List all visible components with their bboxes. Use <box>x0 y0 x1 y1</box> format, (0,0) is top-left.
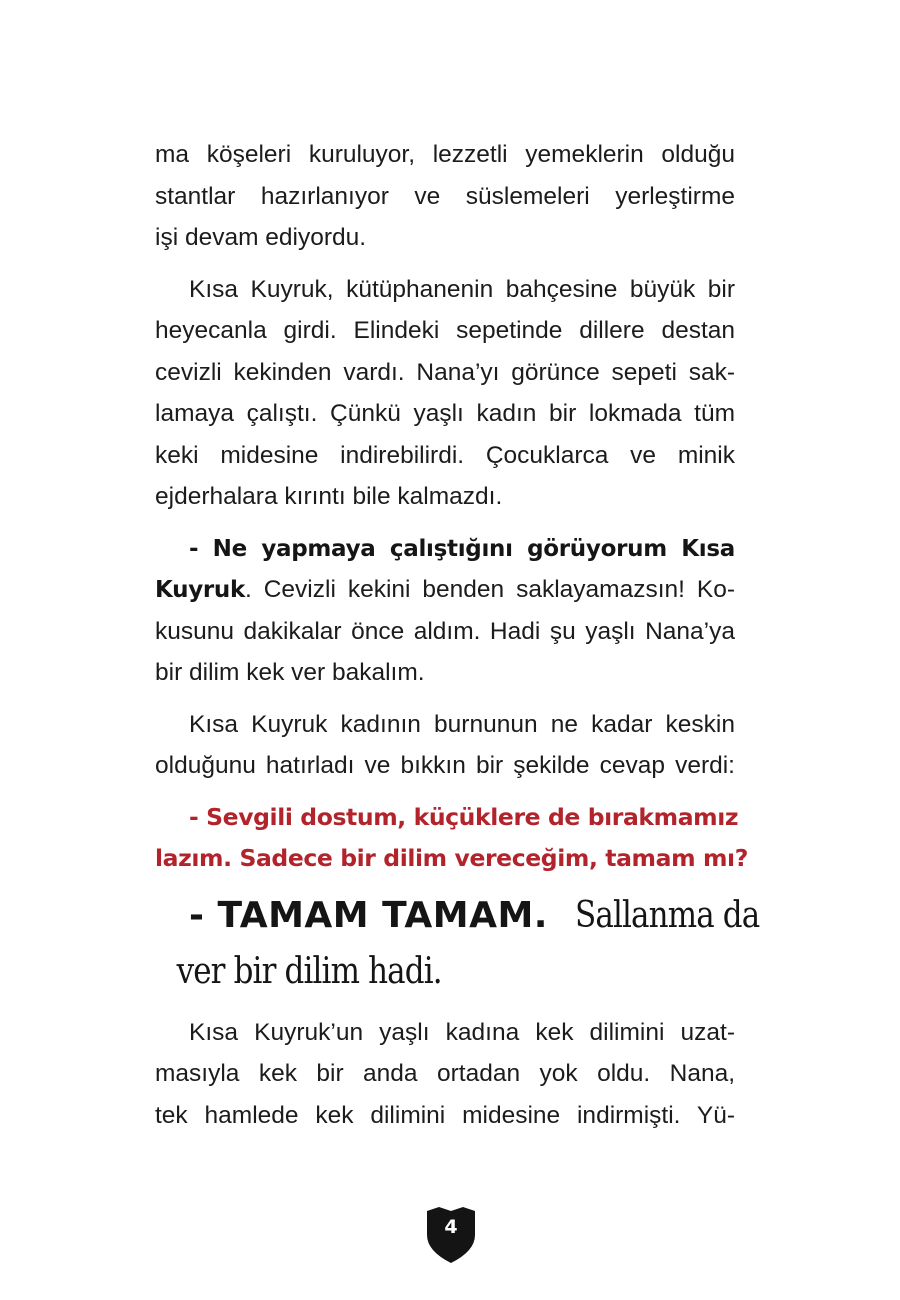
script-text: Sallanma da <box>574 894 759 936</box>
text-line: Kısa Kuyruk’un yaşlı kadına kek dilimini uzat- <box>189 1018 735 1046</box>
nana-dialog-text: - Ne yapmaya çalıştığını görüyorum Kısa <box>189 535 735 562</box>
text-line: olduğunu hatırladı ve bıkkın bir şekilde cevap verdi: <box>155 752 735 779</box>
paragraph-5-red-dialog <box>155 797 748 880</box>
text-line: heyecanla girdi. Elindeki sepetinde dillere destan <box>155 317 735 344</box>
red-dialog-line: - Sevgili dostum, küçüklere de bırakmamız <box>189 802 739 831</box>
paragraph-1 <box>155 134 735 259</box>
big-dialog-line <box>155 942 735 998</box>
paragraph-2 <box>155 269 735 518</box>
text-line: bir dilim kek ver bakalım. <box>155 659 425 686</box>
shout-text: - TAMAM TAMAM. <box>189 894 548 936</box>
text-line: ma köşeleri kuruluyor, lezzetli yemeklerin olduğu <box>155 141 735 168</box>
text-line: ejderhalara kırıntı bile kalmazdı. <box>155 483 503 510</box>
text-line: Kısa Kuyruk, kütüphanenin bahçesine büyük bir <box>189 275 735 303</box>
text-line <box>155 528 735 570</box>
paragraph-6-big-dialog <box>155 886 759 998</box>
text-line: cevizli kekinden vardı. Nana’yı görünce sepeti sak- <box>155 358 735 386</box>
text-line: Kısa Kuyruk kadının burnunun ne kadar keskin <box>189 710 735 738</box>
text-line: lamaya çalıştı. Çünkü yaşlı kadın bir lokmada tüm <box>155 400 735 427</box>
paragraph-4 <box>155 704 735 787</box>
text-line: işi devam ediyordu. <box>155 224 367 251</box>
text-line: tek hamlede kek dilimini midesine indirmişti. Yü- <box>155 1101 735 1129</box>
text-line <box>155 569 735 611</box>
paragraph-3 <box>155 528 735 694</box>
text-line: keki midesine indirebilirdi. Çocuklarca ve minik <box>155 441 735 469</box>
text-line: stantlar hazırlanıyor ve süslemeleri yerleştirme <box>155 182 735 210</box>
script-text: ver bir dilim hadi. <box>176 950 442 992</box>
text-line: kusunu dakikalar önce aldım. Hadi şu yaşlı Nana’ya <box>155 617 735 645</box>
big-dialog-line <box>155 886 759 942</box>
narration-text: . Cevizli kekini benden saklayamazsın! Ko- <box>245 576 735 603</box>
red-dialog-line: lazım. Sadece bir dilim vereceğim, tamam mı? <box>155 844 748 872</box>
paragraph-7 <box>155 1012 735 1137</box>
nana-dialog-text: Kuyruk <box>155 577 245 603</box>
text-line: masıyla kek bir anda ortadan yok oldu. Nana, <box>155 1060 735 1087</box>
page-number-badge <box>425 1205 477 1265</box>
page-number: 4 <box>444 1216 458 1238</box>
page-text <box>155 134 759 1136</box>
